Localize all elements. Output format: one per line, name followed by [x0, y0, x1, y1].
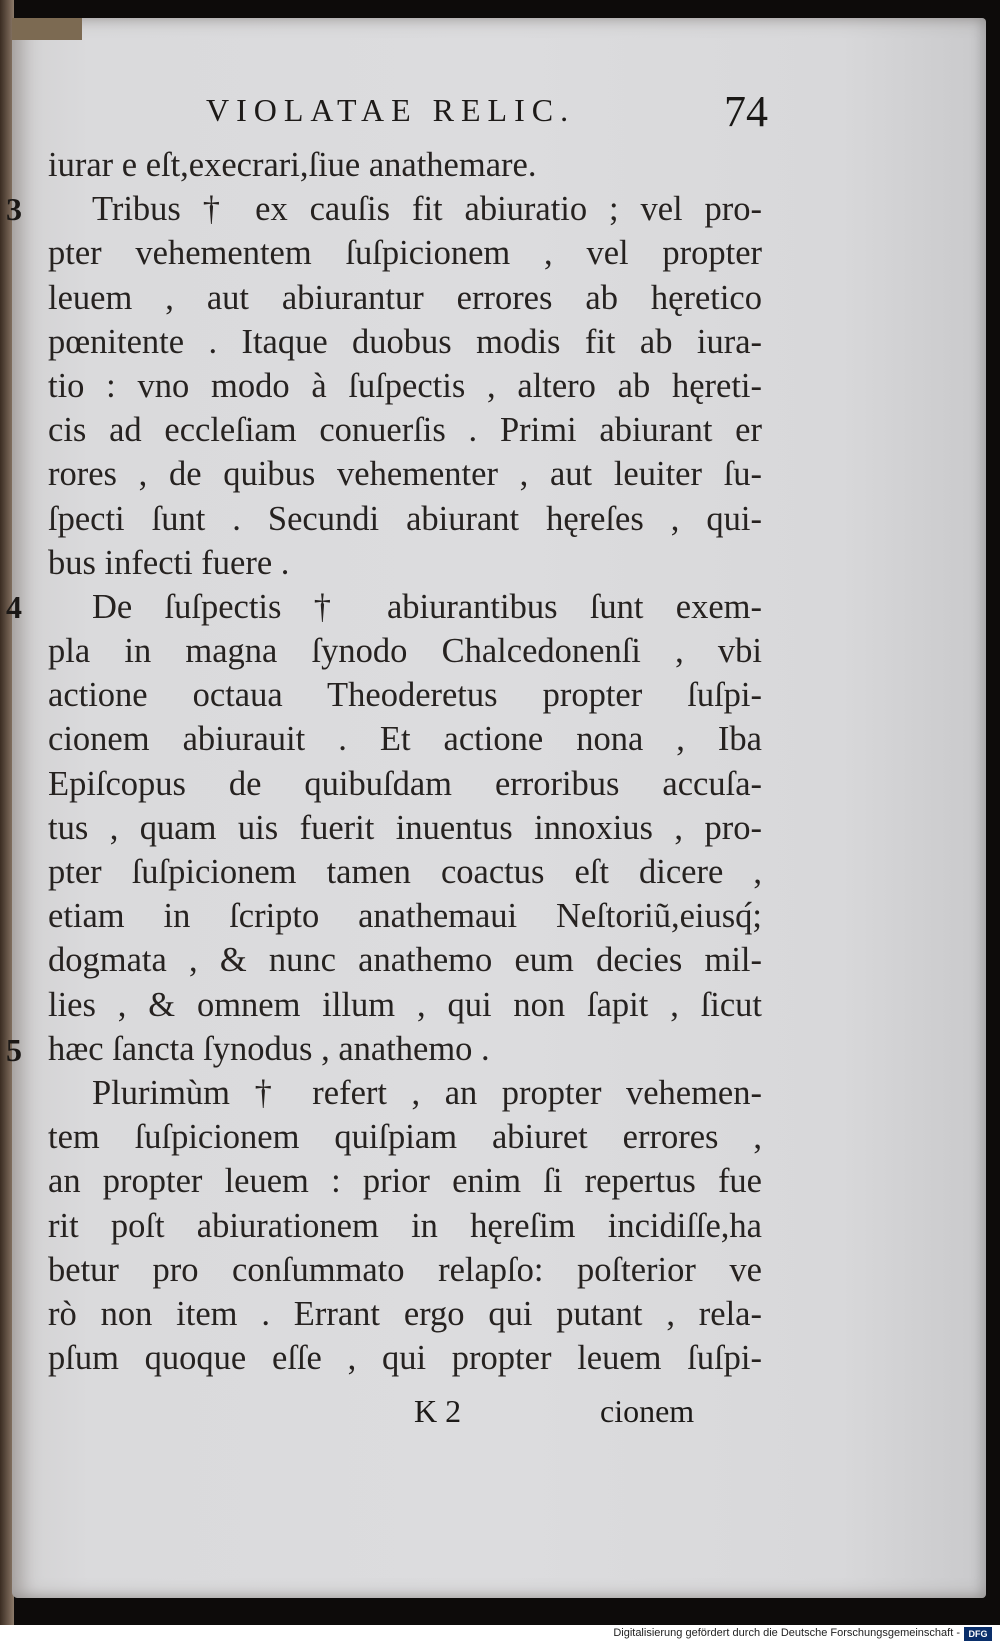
catchword: cionem: [600, 1393, 695, 1429]
running-head: VIOLATAE RELIC.: [206, 92, 576, 128]
margin-number-3: 3: [6, 191, 22, 227]
text-line: leuem , aut abiurantur errores ab hęretico: [48, 278, 762, 317]
body-text: [48, 143, 762, 1380]
text-line: bus infecti fuere .: [48, 543, 290, 582]
funding-credit: Digitalisierung gefördert durch die Deutsche Forschungsgemeinschaft -: [613, 1627, 960, 1639]
dfg-logo: DFG: [964, 1627, 992, 1641]
text-line: dogmata , & nunc anathemo eum decies mil-: [48, 941, 762, 980]
text-line: rò non item . Errant ergo qui putant , rela-: [48, 1294, 762, 1333]
text-line: ſpecti ſunt . Secundi abiurant hęreſes , qui-: [48, 499, 762, 538]
text-line: De ſuſpectis † abiurantibus ſunt exem-: [92, 587, 762, 626]
text-line: lies , & omnem illum , qui non ſapit , ſicut: [48, 985, 762, 1024]
text-line: cionem abiurauit . Et actione nona , Iba: [48, 720, 762, 759]
text-line: etiam in ſcripto anathemaui Neſtoriũ,eiusq́;: [48, 897, 762, 936]
credit-bar: [0, 1625, 1000, 1645]
text-line: rit poſt abiurationem in hęreſim incidiſſe,ha: [48, 1206, 762, 1245]
text-line: cis ad eccleſiam conuerſis . Primi abiurant er: [48, 411, 762, 450]
text-line: pter ſuſpicionem tamen coactus eſt dicere ,: [48, 853, 762, 891]
page-number: 74: [724, 87, 768, 136]
text-line: tio : vno modo à ſuſpectis , altero ab hęreti-: [48, 366, 762, 405]
text-line: pœnitente . Itaque duobus modis fit ab iura-: [48, 322, 762, 361]
text-line: iurar e eſt,execrari,ſiue anathemare.: [48, 146, 537, 184]
page-footer: [0, 1393, 1000, 1437]
text-line: tus , quam uis fuerit inuentus innoxius , pro-: [48, 808, 762, 847]
text-line: Plurimùm † refert , an propter vehemen-: [92, 1073, 762, 1112]
text-line: pter vehementem ſuſpicionem , vel propter: [48, 234, 762, 273]
margin-number-4: 4: [6, 589, 22, 625]
text-line: pſum quoque eſſe , qui propter leuem ſuſpi-: [48, 1339, 762, 1378]
text-line: betur pro conſummato relapſo: poſterior ve: [48, 1250, 762, 1289]
text-line: hæc ſancta ſynodus , anathemo .: [48, 1029, 490, 1068]
page-header: [0, 82, 1000, 142]
signature-mark: K 2: [414, 1393, 462, 1429]
text-line: Tribus † ex cauſis fit abiuratio ; vel pro-: [92, 190, 762, 229]
margin-number-5: 5: [6, 1032, 22, 1068]
text-line: Epiſcopus de quibuſdam erroribus accuſa-: [48, 764, 762, 803]
page-corner-tab: [12, 18, 82, 40]
text-line: actione octaua Theoderetus propter ſuſpi-: [48, 676, 762, 715]
text-line: tem ſuſpicionem quiſpiam abiuret errores ,: [48, 1118, 762, 1157]
text-line: rores , de quibus vehementer , aut leuiter ſu-: [48, 455, 762, 494]
text-line: an propter leuem : prior enim ſi repertus fue: [48, 1162, 762, 1201]
text-line: pla in magna ſynodo Chalcedonenſi , vbi: [48, 632, 762, 671]
